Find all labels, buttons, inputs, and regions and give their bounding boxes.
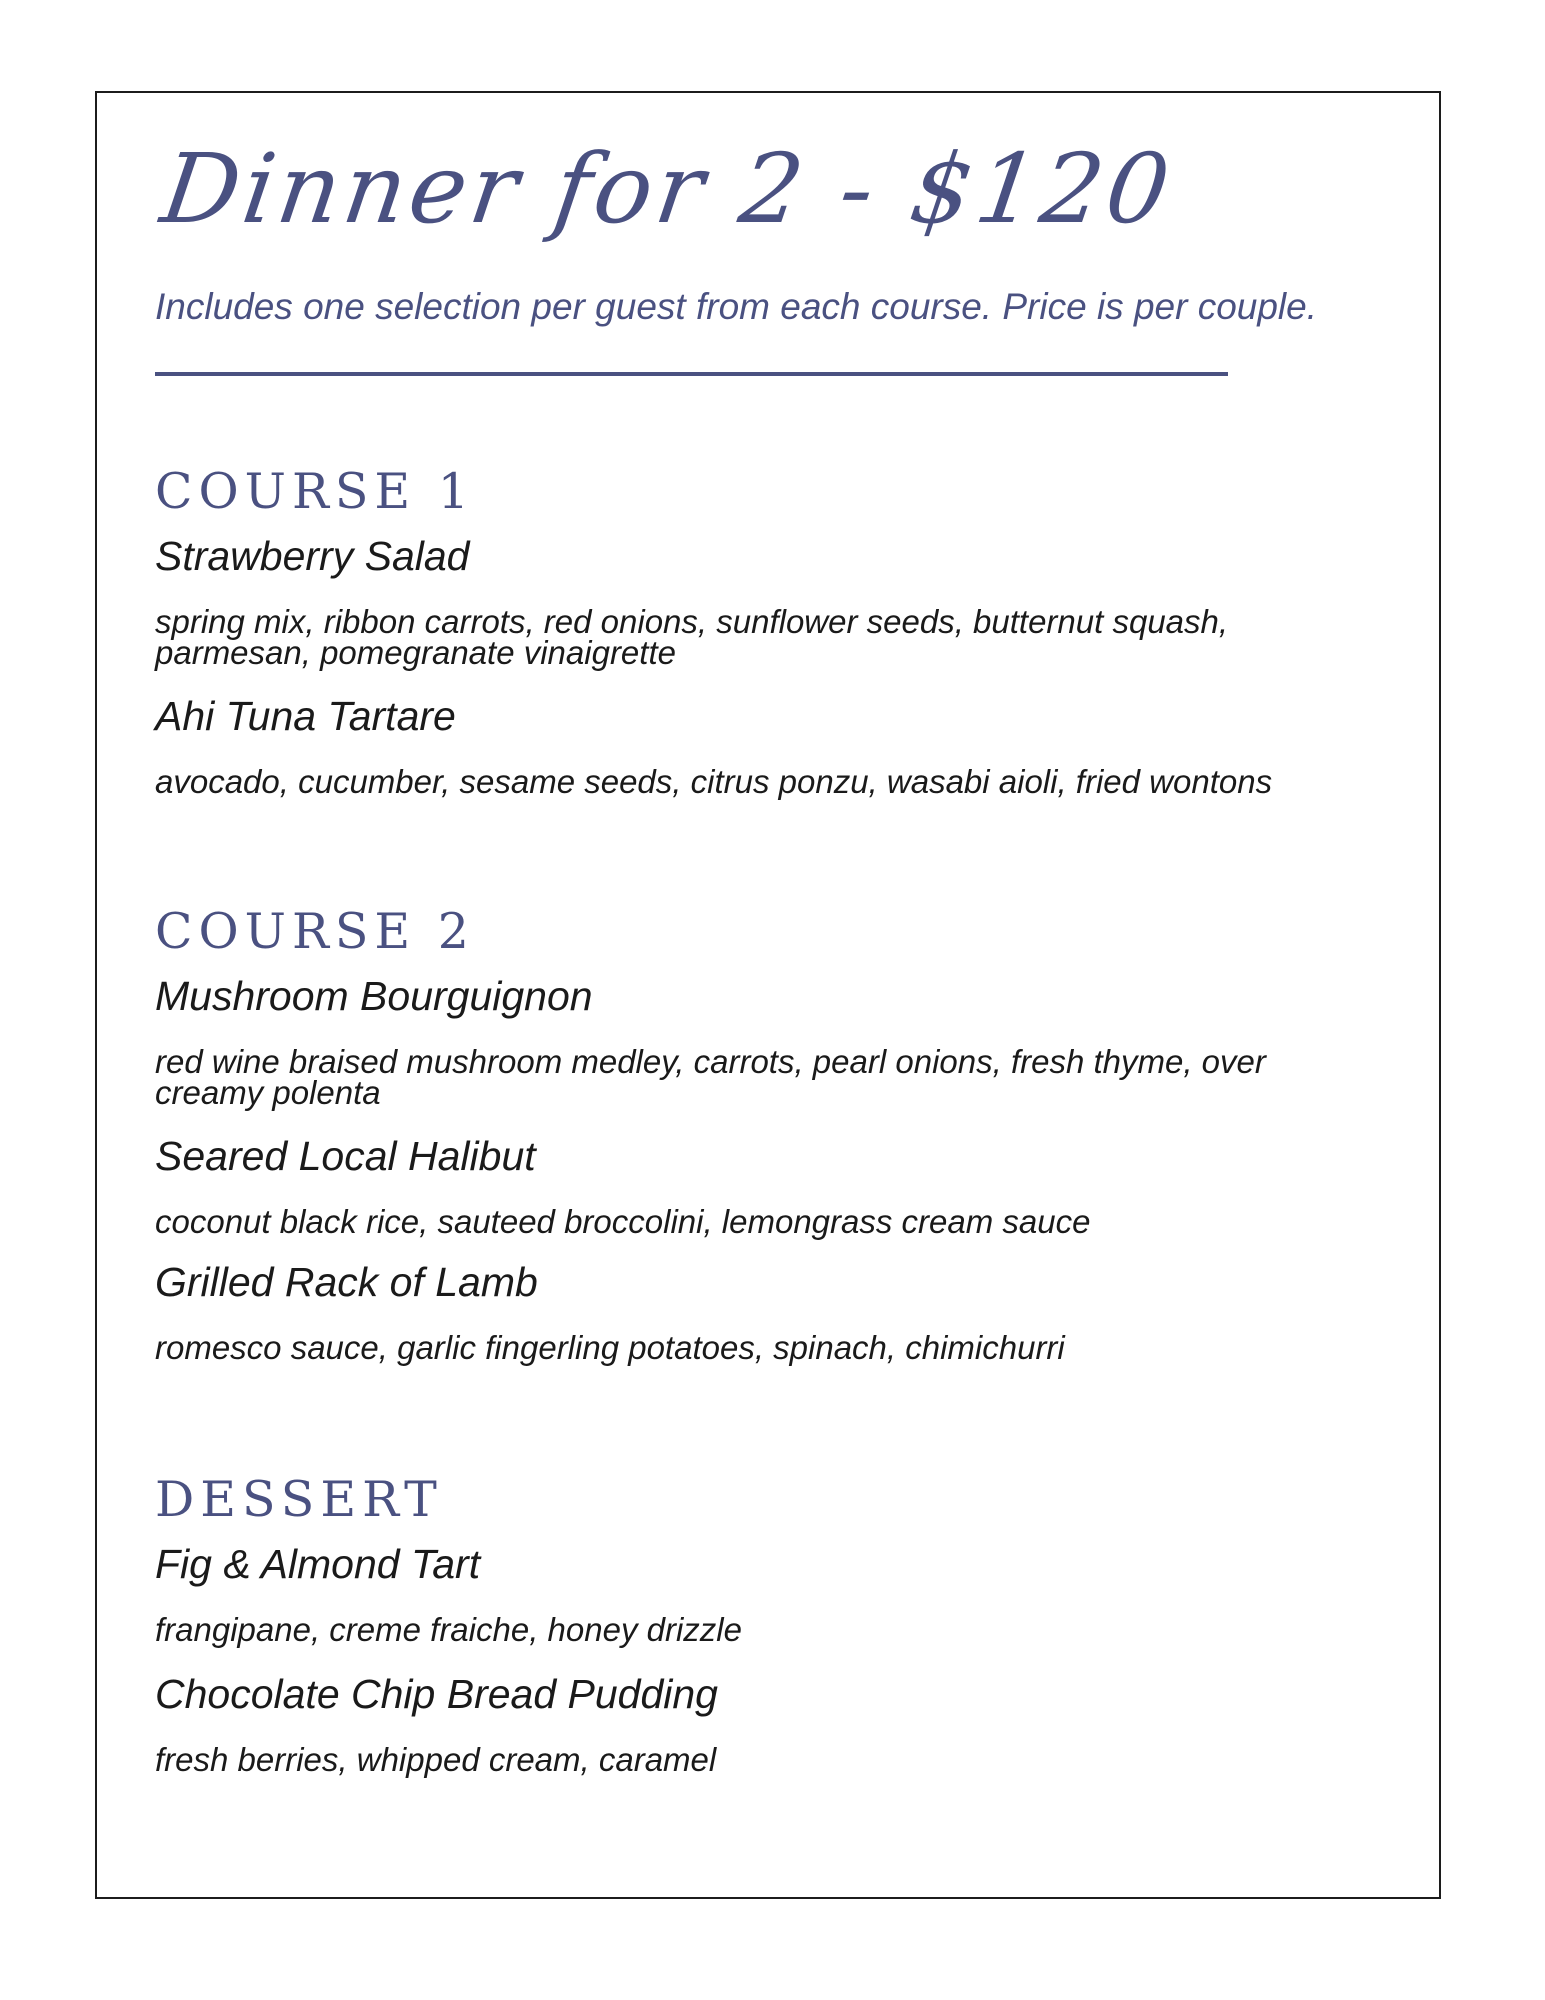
item-name: Grilled Rack of Lamb (155, 1259, 538, 1305)
item-description: romesco sauce, garlic fingerling potatoes, spinach, chimichurri (155, 1329, 1065, 1366)
item-name: Strawberry Salad (155, 533, 470, 579)
item-name: Mushroom Bourguignon (155, 973, 593, 1019)
item-description: fresh berries, whipped cream, caramel (155, 1741, 717, 1778)
section-title-course-2: COURSE 2 (155, 903, 475, 960)
menu-frame (95, 91, 1441, 1899)
item-description: avocado, cucumber, sesame seeds, citrus ponzu, wasabi aioli, fried wontons (155, 763, 1273, 800)
item-name: Chocolate Chip Bread Pudding (155, 1671, 718, 1717)
menu-title: Dinner for 2 - $120 (155, 133, 1180, 245)
item-description: red wine braised mushroom medley, carrots, pearl onions, fresh thyme, over creamy polenta (155, 1043, 1266, 1111)
title-divider (155, 372, 1228, 376)
item-name: Seared Local Halibut (155, 1133, 536, 1179)
section-title-course-1: COURSE 1 (155, 463, 475, 520)
item-description: coconut black rice, sauteed broccolini, lemongrass cream sauce (155, 1203, 1091, 1240)
item-description: spring mix, ribbon carrots, red onions, sunflower seeds, butternut squash, parmesan, pomegranate vinaigrette (155, 603, 1229, 671)
item-description: frangipane, creme fraiche, honey drizzle (155, 1611, 742, 1648)
section-title-dessert: DESSERT (155, 1471, 443, 1528)
menu-subtitle: Includes one selection per guest from each course. Price is per couple. (155, 286, 1318, 327)
item-name: Fig & Almond Tart (155, 1541, 481, 1587)
item-name: Ahi Tuna Tartare (155, 693, 456, 739)
